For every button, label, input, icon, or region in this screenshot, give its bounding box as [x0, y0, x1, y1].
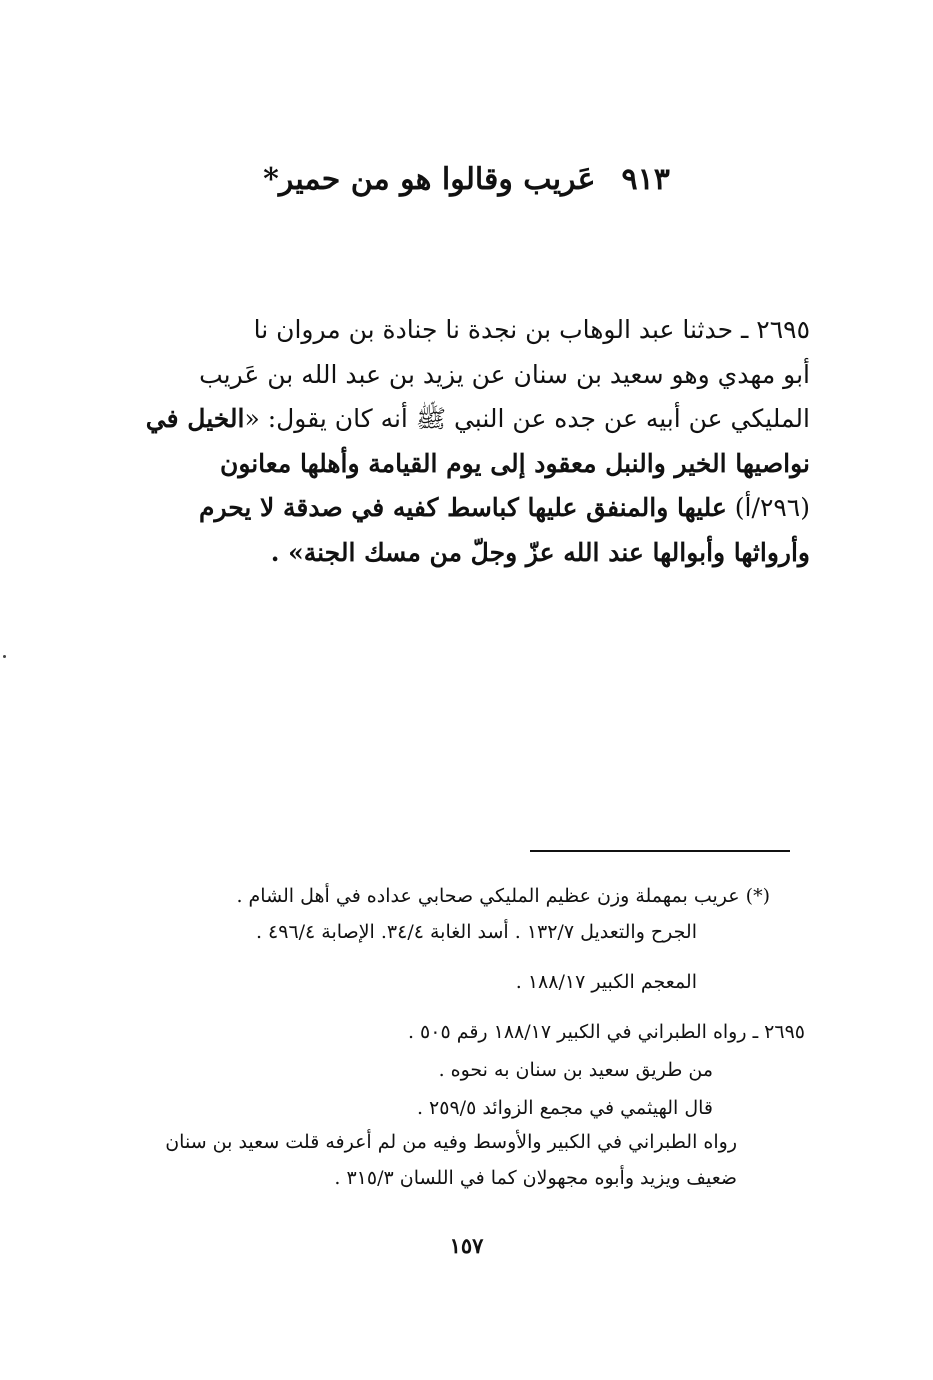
hadith-text: [128, 308, 810, 576]
line-bold-text: وأرواثها وأبوالها عند الله عزّ وجلّ من مسك الجنة» .: [270, 537, 810, 567]
footnote-separator: [530, 850, 790, 852]
chapter-number: ٩١٣: [621, 162, 670, 197]
hadith-line: [128, 308, 810, 353]
hadith-line: [128, 486, 810, 531]
line-text: أبو مهدي وهو سعيد بن سنان عن يزيد بن عبد الله بن عَريب: [199, 359, 810, 389]
line-text: المليكي عن أبيه عن جده عن النبي ﷺ أنه كان يقول: «: [244, 404, 810, 434]
hadith-line: [128, 531, 810, 576]
line-bold-text: نواصيها الخير والنبل معقود إلى يوم القيامة وأهلها معانون: [219, 448, 810, 478]
line-bold-text: الخيل في: [145, 404, 245, 434]
footnote-line: المعجم الكبير ١٨٨/١٧ .: [515, 971, 697, 993]
line-bold-text: عليها والمنفق عليها كباسط كفيه في صدقة لا يحرم: [198, 493, 727, 523]
line-text: ٢٦٩٥ ـ حدثنا عبد الوهاب بن نجدة نا جنادة بن مروان نا: [253, 315, 810, 344]
footnote-line: ٢٦٩٥ ـ رواه الطبراني في الكبير ١٨٨/١٧ رقم ٥٠٥ .: [407, 1021, 805, 1043]
chapter-title: عَريب وقالوا هو من حمير*: [263, 162, 596, 197]
line-text: (٢٩٦/أ): [726, 493, 810, 523]
scan-speck: [3, 655, 6, 658]
footnote-line: (*) عريب بمهملة وزن عظيم المليكي صحابي عداده في أهل الشام .: [236, 885, 770, 907]
footnote-line: الجرح والتعديل ١٣٢/٧ . أسد الغابة ٣٤/٤. الإصابة ٤٩٦/٤ .: [255, 921, 697, 943]
page-number: ١٥٧: [449, 1233, 484, 1258]
hadith-line: [128, 353, 810, 398]
footnote-line: رواه الطبراني في الكبير والأوسط وفيه من لم أعرفه قلت سعيد بن سنان: [165, 1131, 737, 1153]
footnote-line: ضعيف ويزيد وأبوه مجهولان كما في اللسان ٣١٥/٣ .: [334, 1167, 737, 1189]
hadith-line: [128, 397, 810, 442]
chapter-heading: [0, 162, 933, 197]
hadith-line: [128, 442, 810, 487]
footnote-line: قال الهيثمي في مجمع الزوائد ٢٥٩/٥ .: [416, 1097, 713, 1119]
footnote-line: من طريق سعيد بن سنان به نحوه .: [438, 1059, 713, 1081]
